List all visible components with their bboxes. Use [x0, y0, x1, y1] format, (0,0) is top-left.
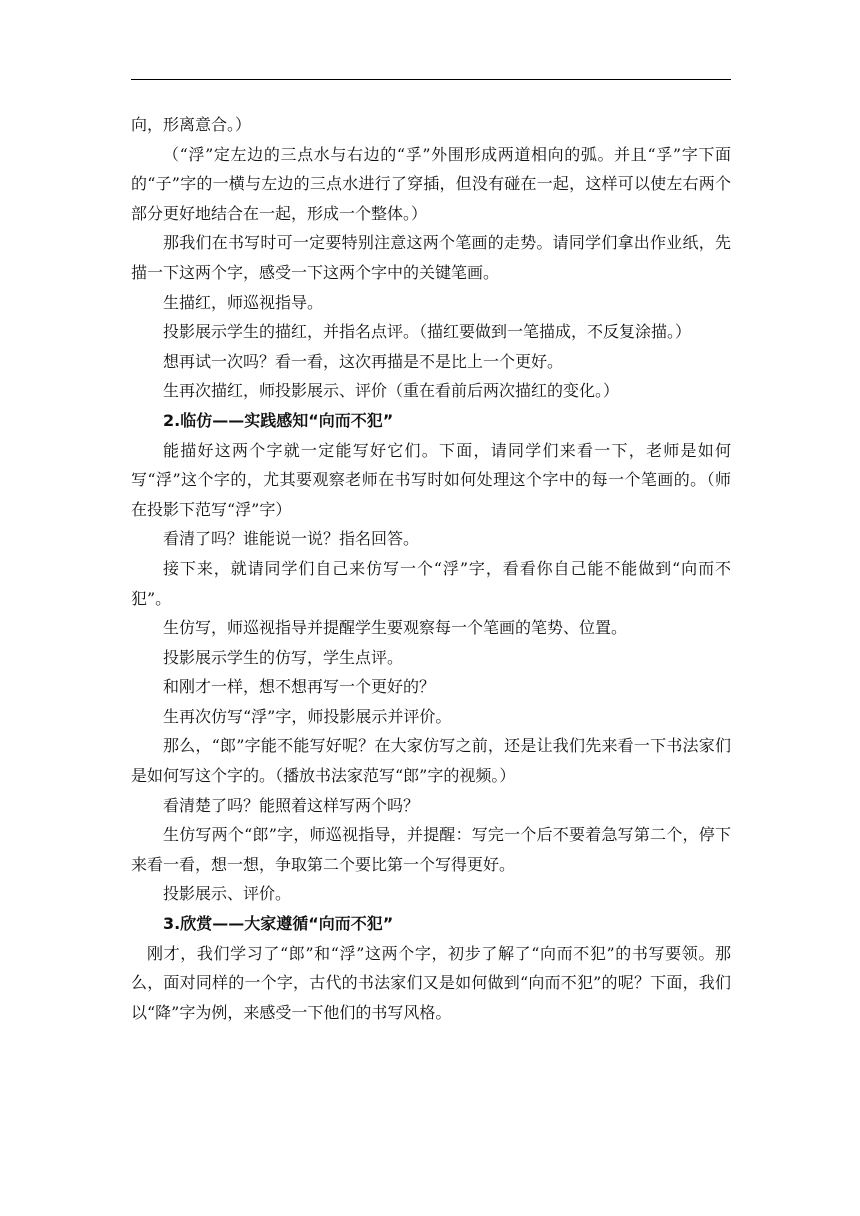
paragraph-2: （“浮”定左边的三点水与右边的“孚”外围形成两道相向的弧。并且“孚”字下面的“子”字的一横与左边的三点水进行了穿插，但没有碰在一起，这样可以使左右两个部分更好地结合在一起，形成一个整体。） [131, 144, 731, 223]
section-heading-2: 2.临仿——实践感知“向而不犯” [163, 410, 394, 430]
paragraph-1: 向，形离意合。） [131, 115, 252, 134]
paragraph-14: 生再次仿写“浮”字，师投影展示并评价。 [163, 706, 452, 726]
paragraph-19: 刚才，我们学习了“郎”和“浮”这两个字，初步了解了“向而不犯”的书写要领。那么，面对同样的一个字，古代的书法家们又是如何做到“向而不犯”的呢？下面，我们以“降”字为例，来感受一下他们的书写风格。 [131, 943, 731, 1022]
paragraph-5: 投影展示学生的描红，并指名点评。（描红要做到一笔描成，不反复涂描。） [163, 322, 692, 342]
paragraph-4: 生描红，师巡视指导。 [163, 292, 324, 312]
paragraph-11: 生仿写，师巡视指导并提醒学生要观察每一个笔画的笔势、位置。 [163, 618, 628, 638]
paragraph-3: 那我们在书写时可一定要特别注意这两个笔画的走势。请同学们拿出作业纸，先描一下这两个字，感受一下这两个字中的关键笔画。 [131, 233, 731, 282]
header-rule [131, 79, 731, 80]
paragraph-7: 生再次描红，师投影展示、评价（重在看前后两次描红的变化。） [163, 381, 620, 401]
paragraph-15: 那么，“郎”字能不能写好呢？在大家仿写之前，还是让我们先来看一下书法家们是如何写这个字的。（播放书法家范写“郎”字的视频。） [131, 736, 731, 786]
paragraph-10: 接下来，就请同学们自己来仿写一个“浮”字，看看你自己能不能做到“向而不犯”。 [131, 558, 731, 608]
paragraph-8: 能描好这两个字就一定能写好它们。下面，请同学们来看一下，老师是如何写“浮”这个字的，尤其要观察老师在书写时如何处理这个字中的每一个笔画的。（师在投影下范写“浮”字） [131, 440, 731, 519]
paragraph-18: 投影展示、评价。 [163, 884, 292, 904]
section-heading-3: 3.欣赏——大家遵循“向而不犯” [163, 914, 394, 934]
paragraph-6: 想再试一次吗？看一看，这次再描是不是比上一个更好。 [163, 351, 564, 371]
paragraph-9: 看清了吗？谁能说一说？指名回答。 [163, 529, 420, 549]
paragraph-12: 投影展示学生的仿写，学生点评。 [163, 647, 404, 667]
document-body [131, 110, 731, 1027]
paragraph-13: 和刚才一样，想不想再写一个更好的？ [163, 677, 436, 697]
paragraph-17: 生仿写两个“郎”字，师巡视指导，并提醒：写完一个后不要着急写第二个，停下来看一看，想一想，争取第二个要比第一个写得更好。 [131, 825, 731, 874]
paragraph-16: 看清楚了吗？能照着这样写两个吗？ [163, 795, 420, 815]
